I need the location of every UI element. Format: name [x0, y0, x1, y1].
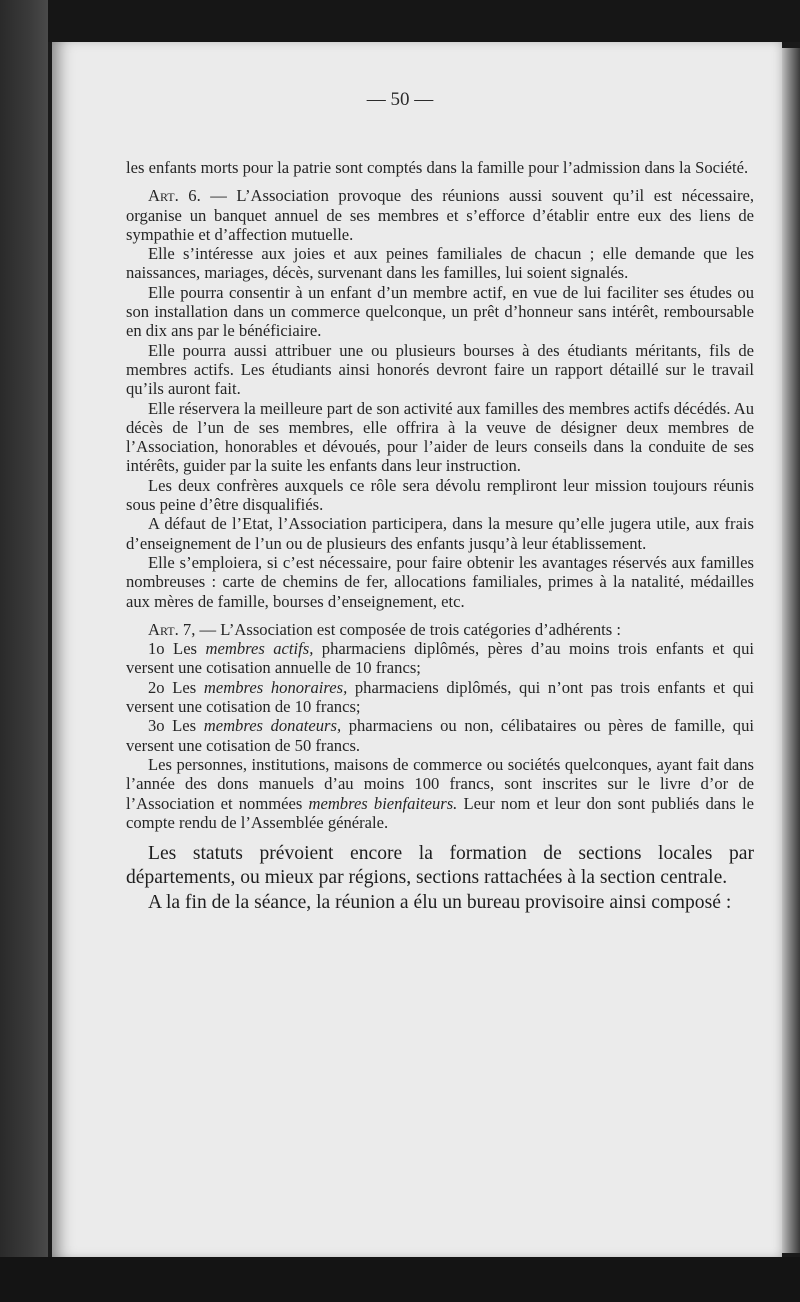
paragraph: A défaut de l’Etat, l’Association participera, dans la mesure qu’elle jugera utile, aux frais d’enseignement de l’un ou de plusieurs des enfants jusqu’à leur établissement.: [126, 514, 754, 553]
book-binding: [0, 0, 48, 1302]
scan-top-border: [0, 0, 800, 42]
scan-bottom-border: [0, 1257, 800, 1302]
paragraph: Les personnes, institutions, maisons de commerce ou sociétés quelconques, ayant fait dans l’année des dons manuels d’au moins 100 francs, sont inscrites sur le livre d’or de l’Association et nommées membres bienfaiteurs. Leur nom et leur don sont publiés dans le compte rendu de l’Assemblée générale.: [126, 754, 754, 832]
paragraph: Elle pourra consentir à un enfant d’un membre actif, en vue de lui faciliter ses études ou son installation dans un commerce quelconque, un prêt d’honneur sans intérêt, remboursable en dix ans par le bénéficiaire.: [126, 282, 754, 341]
list-number: 3o: [148, 716, 165, 736]
list-number: 2o: [148, 677, 165, 697]
paragraph-large: Les statuts prévoient encore la formation de sections locales par départements, ou mieux par régions, sections rattachées à la section centrale.: [126, 843, 754, 889]
list-number: 1o: [148, 639, 165, 659]
page-edge: [780, 48, 800, 1253]
article-label: Art. 6.: [148, 186, 201, 206]
article-6: Art. 6. — L’Association provoque des réunions aussi souvent qu’il est nécessaire, organise un banquet annuel de ses membres et s’efforce d’établir entre eux des liens de sympathie et d’affection mutuelle.: [126, 186, 754, 244]
list-item: 1o Les membres actifs, pharmaciens diplômés, pères d’au moins trois enfants et qui versent une cotisation annuelle de 10 francs;: [126, 639, 754, 678]
paragraph: Elle réservera la meilleure part de son activité aux familles des membres actifs décédés. Au décès de l’un de ses membres, elle offrira à la veuve de désigner deux membres de l’Association, honorables et dévoués, pour l’aider de leurs conseils dans la conduite de ses intérêts, guider par la suite les enfants dans leur instruction.: [126, 398, 754, 476]
page-number: — 50 —: [366, 89, 434, 110]
paragraph: Elle s’intéresse aux joies et aux peines familiales de chacun ; elle demande que les naissances, mariages, décès, survenant dans les familles, lui soient signalés.: [126, 244, 754, 283]
paragraph-continuation: les enfants morts pour la patrie sont comptés dans la famille pour l’admission dans la Société.: [126, 158, 749, 177]
paragraph-large: A la fin de la séance, la réunion a élu un bureau provisoire ainsi composé :: [148, 891, 732, 913]
article-7: Art. 7, — L’Association est composée de trois catégories d’adhérents :: [148, 619, 621, 639]
article-label: Art. 7,: [148, 619, 196, 639]
page-body: [126, 158, 754, 915]
paragraph: Elle pourra aussi attribuer une ou plusieurs bourses à des étudiants méritants, fils de membres actifs. Les étudiants ainsi honorés devront faire un rapport détaillé sur le travail qu’ils auront fait.: [126, 340, 754, 399]
list-item: 3o Les membres donateurs, pharmaciens ou non, célibataires ou pères de famille, qui versent une cotisation de 50 francs.: [126, 716, 754, 755]
list-item: 2o Les membres honoraires, pharmaciens diplômés, qui n’ont pas trois enfants et qui versent une cotisation de 10 francs;: [126, 677, 754, 717]
paragraph: Elle s’emploiera, si c’est nécessaire, pour faire obtenir les avantages réservés aux familles nombreuses : carte de chemins de fer, allocations familiales, primes à la natalité, médailles aux mères de famille, bourses d’enseignement, etc.: [126, 552, 754, 611]
paragraph: Les deux confrères auxquels ce rôle sera dévolu rempliront leur mission toujours réunis sous peine d’être disqualifiés.: [126, 475, 754, 515]
